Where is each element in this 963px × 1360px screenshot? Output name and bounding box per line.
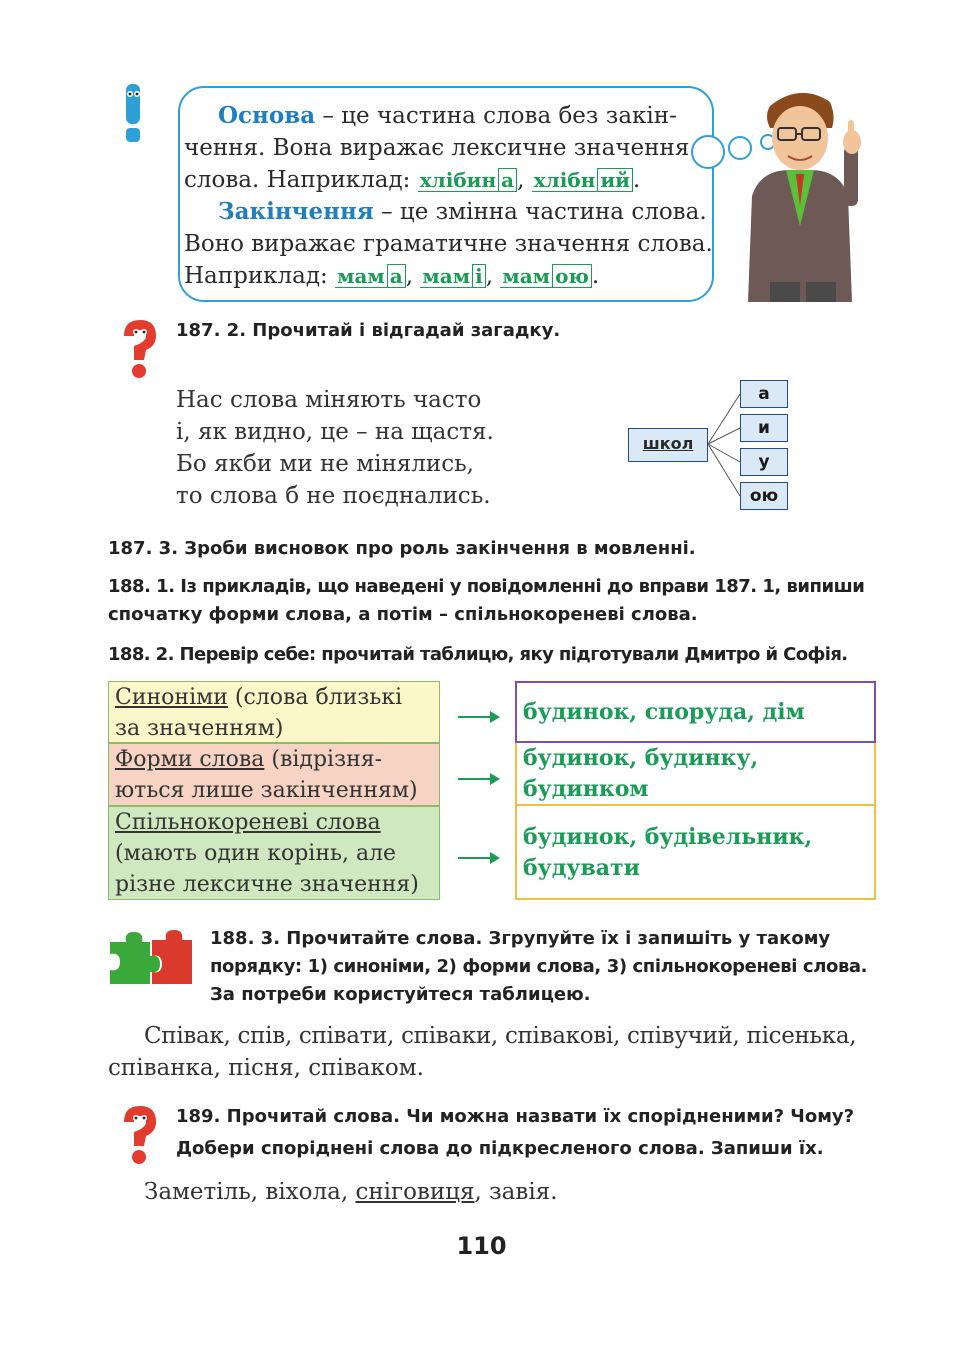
words-188-3-line-1: Співак, спів, співати, співаки, співакові, співучий, пісенька,	[144, 1023, 857, 1049]
poem-line-3: Бо якби ми не мінялись,	[176, 451, 474, 477]
table-cell-word-forms: Форми слова (відрізня- ються лише закінченням)	[108, 743, 440, 806]
ending-box-y: и	[740, 414, 788, 442]
arrow-icon	[458, 716, 498, 718]
ending-box-a: а	[740, 380, 788, 408]
table-value-word-forms: будинок, будинку, будинком	[515, 743, 876, 806]
exclamation-icon	[118, 82, 148, 144]
puzzle-icon	[106, 930, 196, 988]
words-188-3-line-2: співанка, пісня, співаком.	[108, 1055, 424, 1081]
table-cell-cognates: Спільнокореневі слова (мають один корінь, але різне лексичне значення)	[108, 806, 440, 900]
info-line-1: Основа – це частина слова без закін-	[218, 102, 677, 129]
poem-line-1: Нас слова міняють часто	[176, 387, 482, 413]
arrow-icon	[458, 778, 498, 780]
question-icon	[116, 1104, 160, 1166]
task-187-2: 187. 2. Прочитай і відгадай загадку.	[176, 320, 561, 341]
info-line-2: чення. Вона виражає лексичне значення	[184, 135, 690, 161]
table-value-synonyms: будинок, споруда, дім	[515, 681, 876, 743]
poem-line-4: то слова б не поєднались.	[176, 483, 491, 509]
arrow-icon	[458, 857, 498, 859]
task-188-3-line-1: 188. 3. Прочитайте слова. Згрупуйте їх і запишіть у такому	[210, 928, 831, 949]
task-189-line-2: Добери споріднені слова до підкресленого слова. Запиши їх.	[176, 1138, 824, 1159]
question-icon	[116, 318, 160, 380]
info-line-6: Наприклад: мам а , мам і , мам ою .	[184, 263, 600, 289]
task-188-3-line-3: За потреби користуйтеся таблицею.	[210, 984, 591, 1005]
ending-box-oyu: ою	[740, 482, 788, 510]
table-value-cognates: будинок, будівельник, будувати	[515, 806, 876, 900]
info-line-4: Закінчення – це змінна частина слова.	[218, 198, 707, 225]
poem-line-2: і, як видно, це – на щастя.	[176, 419, 494, 445]
stem-box: школ	[628, 428, 708, 462]
page-number: 110	[456, 1232, 507, 1260]
task-188-1-line-2: спочатку форми слова, а потім – спільнокореневі слова.	[108, 604, 698, 625]
table-cell-synonyms: Синоніми (слова близькі за значенням)	[108, 681, 440, 743]
info-line-3: слова. Наприклад: хлібин а , хлібн ий .	[184, 167, 641, 193]
words-189: Заметіль, віхола, сніговиця, завія.	[144, 1179, 558, 1205]
task-189-line-1: 189. Прочитай слова. Чи можна назвати їх спорідненими? Чому?	[176, 1106, 855, 1127]
info-line-5: Воно виражає граматичне значення слова.	[184, 231, 713, 257]
ending-box-u: у	[740, 448, 788, 476]
teacher-illustration	[740, 86, 880, 302]
task-188-1-line-1: 188. 1. Із прикладів, що наведені у повідомленні до вправи 187. 1, випиши	[108, 576, 865, 597]
task-188-3-line-2: порядку: 1) синоніми, 2) форми слова, 3) спільнокореневі слова.	[210, 956, 868, 977]
task-187-3: 187. 3. Зроби висновок про роль закінчення в мовленні.	[108, 538, 696, 559]
task-188-2: 188. 2. Перевір себе: прочитай таблицю, яку підготували Дмитро й Софія.	[108, 644, 848, 665]
